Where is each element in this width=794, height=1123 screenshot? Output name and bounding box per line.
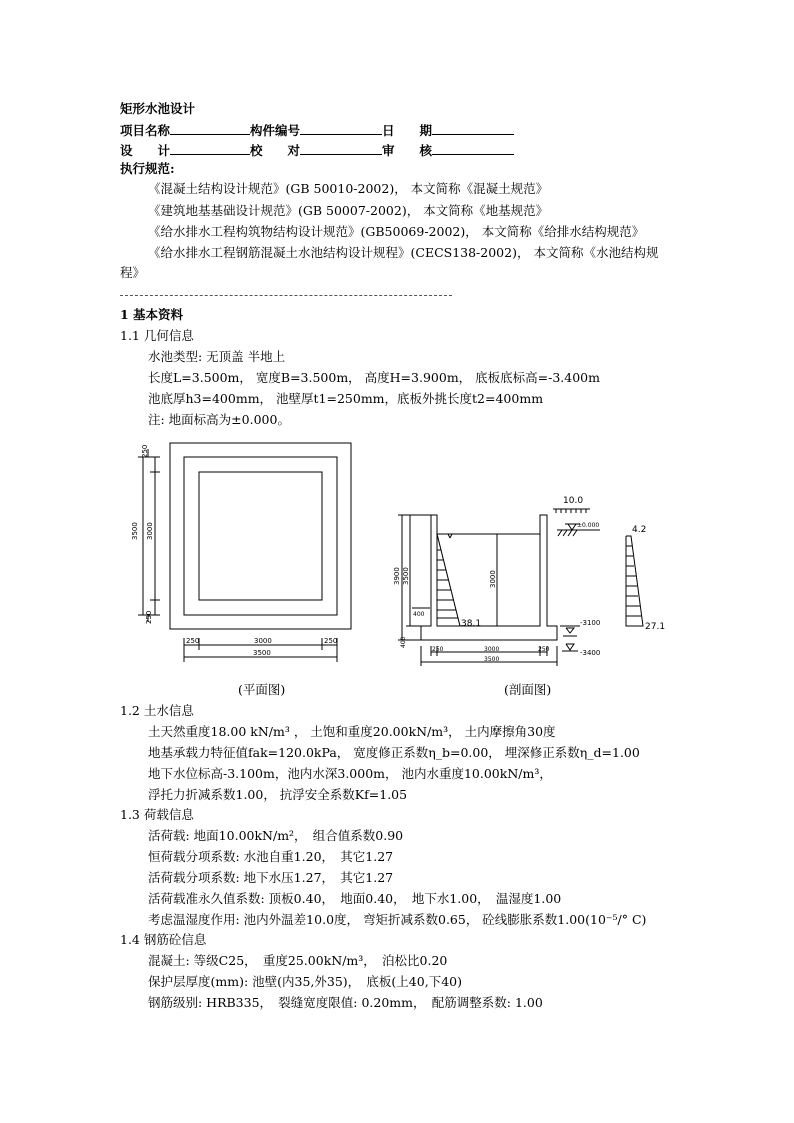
- section-dim-h: 250: [538, 646, 550, 653]
- plan-dim-bottom: 250: [145, 610, 153, 624]
- water-table-label: -3100: [580, 619, 601, 627]
- plan-dim-h: 250: [324, 637, 338, 645]
- plan-wall-outer: [184, 457, 337, 615]
- plan-caption: (平面图): [238, 682, 286, 697]
- section-1-2-title: 1.2 土水信息: [120, 703, 194, 718]
- soil-line: 地基承载力特征值fak=120.0kPa， 宽度修正系数η_b=0.00， 埋深修正系数η_d=1.00: [148, 745, 640, 760]
- section-1-4-title: 1.4 钢筋砼信息: [120, 932, 207, 947]
- soil-line: 浮托力折减系数1.00， 抗浮安全系数Kf=1.05: [148, 787, 408, 802]
- plan-dim-h: 250: [186, 637, 200, 645]
- soil-pressure-top: 4.2: [632, 525, 647, 535]
- geometry-line: 长度L=3.500m， 宽度B=3.500m， 高度H=3.900m， 底板底标高=-3.400m: [148, 370, 600, 385]
- section-dim-total: 3500: [484, 656, 500, 663]
- plan-dim-top: 250: [141, 444, 149, 458]
- ground-level-label: ±0.000: [577, 522, 600, 529]
- code-item: 《给水排水工程构筑物结构设计规范》(GB50069-2002)， 本文简称《给排水结构规范》: [148, 224, 645, 239]
- section-dim-left: 400: [413, 611, 425, 618]
- section-caption: (剖面图): [504, 682, 552, 697]
- section-1-3-title: 1.3 荷载信息: [120, 807, 194, 822]
- section-1-heading: 1 基本资料: [120, 307, 184, 322]
- reviewer-label: 审 核: [382, 143, 433, 158]
- soil-pressure-diagram: [626, 536, 643, 626]
- load-line: 活荷载: 地面10.00kN/m²， 组合值系数0.90: [148, 828, 404, 843]
- load-line: 活荷载分项系数: 地下水压1.27， 其它1.27: [148, 870, 394, 885]
- concrete-line: 保护层厚度(mm): 池壁(内35,外35)， 底板(上40,下40): [148, 974, 462, 989]
- section-height-sub: 3500: [402, 567, 410, 585]
- soil-line: 地下水位标高-3.100m，池内水深3.000m， 池内水重度10.00kN/m³，: [148, 766, 552, 781]
- section-dim-h: 3000: [484, 646, 500, 653]
- code-item: 《混凝土结构设计规范》(GB 50010-2002)， 本文简称《混凝土规范》: [148, 181, 549, 196]
- designer-label: 设 计: [120, 143, 171, 158]
- load-line: 考虑温湿度作用: 池内外温差10.0度， 弯矩折减系数0.65， 砼线膨胀系数1.00(10⁻⁵/° C): [148, 912, 647, 927]
- section-dim-bottom-left: 400: [400, 636, 407, 648]
- plan-dim-inner: 3000: [146, 522, 154, 540]
- section-dim-h: 250: [432, 646, 444, 653]
- section-1-1-title: 1.1 几何信息: [120, 328, 194, 343]
- geometry-note: 注: 地面标高为±0.000。: [148, 412, 290, 427]
- surcharge-label: 10.0: [563, 496, 584, 506]
- concrete-line: 混凝土: 等级C25， 重度25.00kN/m³， 泊松比0.20: [148, 953, 448, 968]
- plan-dim-total: 3500: [253, 649, 271, 657]
- plan-dim-h: 3000: [254, 637, 272, 645]
- soil-line: 土天然重度18.00 kN/m³ ， 土饱和重度20.00kN/m³， 土内摩擦角30度: [148, 724, 556, 739]
- component-no-label: 构件编号: [250, 123, 301, 138]
- code-item: 《建筑地基基础设计规范》(GB 50007-2002)， 本文简称《地基规范》: [148, 203, 549, 218]
- plan-view: [138, 443, 351, 662]
- code-item: 《给水排水工程钢筋混凝土水池结构设计规程》(CECS138-2002)， 本文简称《水池结构规: [148, 245, 659, 260]
- water-depth-dim: 3000: [489, 570, 497, 588]
- plan-dim-outer: 3500: [131, 522, 139, 540]
- bottom-level-label: -3400: [580, 649, 601, 657]
- section-height-total: 3900: [393, 567, 401, 585]
- section-view: [398, 509, 643, 666]
- project-name-label: 项目名称: [120, 123, 171, 138]
- plan-wall-inner: [199, 472, 322, 600]
- load-line: 恒荷载分项系数: 水池自重1.20， 其它1.27: [148, 849, 394, 864]
- plan-outer-outline: [170, 443, 351, 629]
- code-item-cont: 程》: [120, 265, 146, 280]
- water-pressure-label: 38.1: [461, 619, 482, 629]
- doc-title: 矩形水池设计: [120, 101, 196, 116]
- geometry-line: 水池类型: 无顶盖 半地上: [148, 349, 286, 364]
- checker-label: 校 对: [250, 143, 301, 158]
- soil-pressure-bottom: 27.1: [645, 622, 666, 632]
- concrete-line: 钢筋级别: HRB335， 裂缝宽度限值: 0.20mm， 配筋调整系数: 1.00: [148, 995, 543, 1010]
- geometry-line: 池底厚h3=400mm， 池壁厚t1=250mm，底板外挑长度t2=400mm: [148, 391, 544, 406]
- load-line: 活荷载准永久值系数: 顶板0.40， 地面0.40， 地下水1.00， 温湿度1.00: [148, 891, 562, 906]
- date-label: 日 期: [382, 123, 433, 138]
- codes-heading: 执行规范:: [120, 161, 175, 176]
